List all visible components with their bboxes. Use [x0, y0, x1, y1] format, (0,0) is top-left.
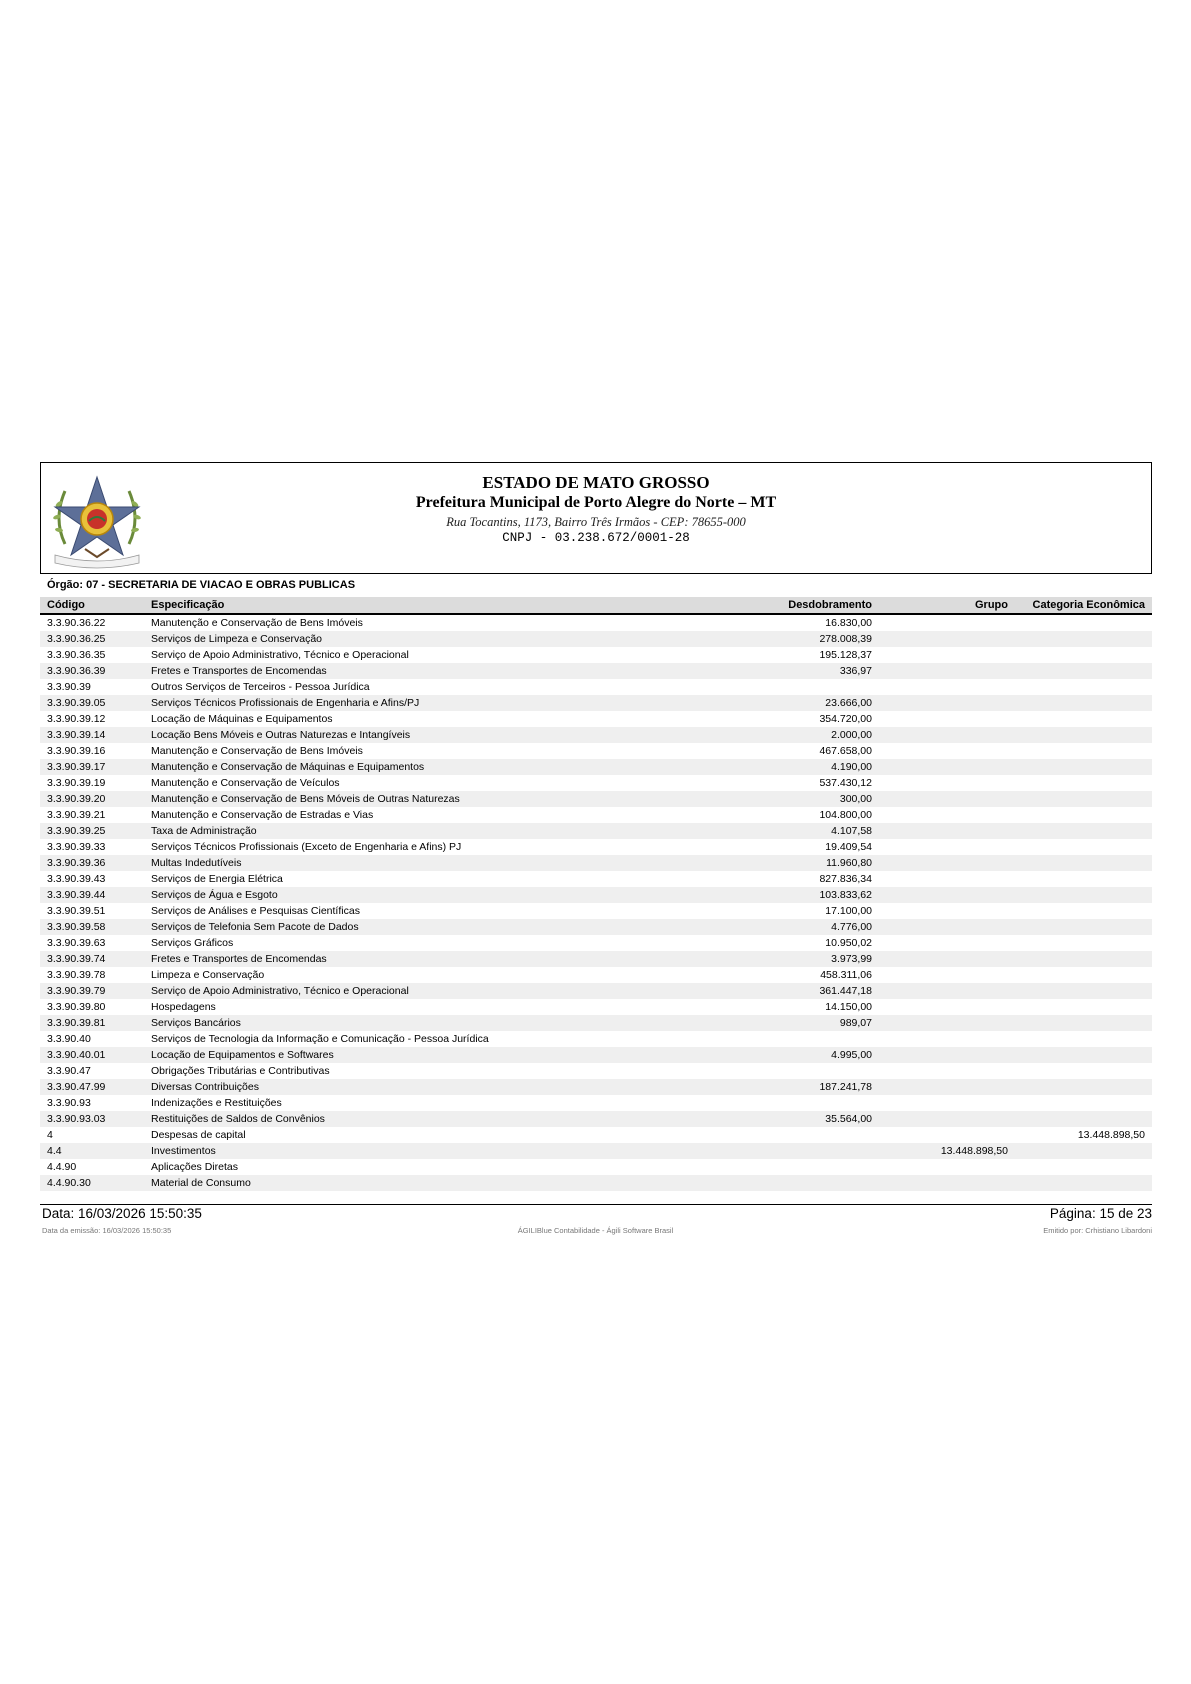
cell-desdobramento: 989,07	[839, 1017, 872, 1029]
cell-grupo: 13.448.898,50	[940, 1145, 1008, 1157]
state-name: ESTADO DE MATO GROSSO	[482, 473, 710, 492]
table-row	[40, 775, 1152, 791]
cell-desdobramento: 187.241,78	[819, 1081, 872, 1093]
table-row	[40, 647, 1152, 663]
cell-desdobramento: 16.830,00	[825, 617, 872, 629]
table-row	[40, 679, 1152, 695]
table-row	[40, 903, 1152, 919]
table-row	[40, 999, 1152, 1015]
cell-especificacao: Hospedagens	[151, 1001, 216, 1013]
cell-especificacao: Manutenção e Conservação de Bens Móveis de Outras Naturezas	[151, 793, 460, 805]
cell-codigo: 3.3.90.39.25	[47, 825, 106, 837]
cell-especificacao: Serviços de Limpeza e Conservação	[151, 633, 323, 645]
cell-especificacao: Material de Consumo	[151, 1177, 251, 1189]
cell-especificacao: Indenizações e Restituições	[151, 1097, 282, 1109]
footer-page-number: Página: 15 de 23	[1049, 1206, 1152, 1221]
cell-especificacao: Serviços de Telefonia Sem Pacote de Dados	[151, 921, 359, 933]
cell-desdobramento: 4.776,00	[831, 921, 872, 933]
orgao-title: Órgão: 07 - SECRETARIA DE VIACAO E OBRAS PUBLICAS	[47, 579, 356, 591]
cell-desdobramento: 195.128,37	[819, 649, 872, 661]
cell-codigo: 3.3.90.39.44	[47, 889, 106, 901]
cell-especificacao: Manutenção e Conservação de Bens Imóveis	[151, 745, 363, 757]
table-row	[40, 807, 1152, 823]
cell-desdobramento: 35.564,00	[825, 1113, 872, 1125]
cell-especificacao: Locação de Equipamentos e Softwares	[151, 1049, 334, 1061]
report-header	[40, 462, 1152, 574]
footer-software: ÁGILIBlue Contabilidade - Ágili Software Brasil	[517, 1226, 674, 1235]
cell-codigo: 3.3.90.47	[47, 1065, 91, 1077]
table-row	[40, 983, 1152, 999]
cell-especificacao: Fretes e Transportes de Encomendas	[151, 665, 327, 677]
cell-codigo: 3.3.90.39.17	[47, 761, 106, 773]
table-row	[40, 919, 1152, 935]
cell-desdobramento: 3.973,99	[831, 953, 872, 965]
cell-desdobramento: 103.833,62	[819, 889, 872, 901]
cell-desdobramento: 336,97	[839, 665, 872, 677]
cell-especificacao: Manutenção e Conservação de Máquinas e Equipamentos	[151, 761, 425, 773]
cell-codigo: 3.3.90.39	[47, 681, 91, 693]
table-row	[40, 1175, 1152, 1191]
cell-desdobramento: 2.000,00	[831, 729, 872, 741]
cell-codigo: 3.3.90.39.12	[47, 713, 106, 725]
table-row	[40, 711, 1152, 727]
cell-codigo: 3.3.90.39.63	[47, 937, 106, 949]
table-row	[40, 1127, 1152, 1143]
cell-codigo: 3.3.90.39.05	[47, 697, 106, 709]
cell-desdobramento: 17.100,00	[825, 905, 872, 917]
cell-especificacao: Serviços de Energia Elétrica	[151, 873, 283, 885]
cell-especificacao: Locação de Máquinas e Equipamentos	[151, 713, 333, 725]
table-row	[40, 663, 1152, 679]
table-row	[40, 1079, 1152, 1095]
cell-codigo: 3.3.90.36.22	[47, 617, 106, 629]
table-body	[40, 615, 1152, 1191]
table-row	[40, 871, 1152, 887]
cell-especificacao: Serviço de Apoio Administrativo, Técnico e Operacional	[151, 985, 409, 997]
table-row	[40, 935, 1152, 951]
cell-codigo: 3.3.90.39.16	[47, 745, 106, 757]
table-row	[40, 1111, 1152, 1127]
cell-codigo: 3.3.90.39.58	[47, 921, 106, 933]
cell-especificacao: Locação Bens Móveis e Outras Naturezas e Intangíveis	[151, 729, 411, 741]
cell-desdobramento: 104.800,00	[819, 809, 872, 821]
cell-codigo: 3.3.90.39.80	[47, 1001, 106, 1013]
cell-desdobramento: 11.960,80	[826, 857, 872, 869]
cell-codigo: 3.3.90.39.43	[47, 873, 106, 885]
table-row	[40, 1095, 1152, 1111]
cell-codigo: 3.3.90.40	[47, 1033, 91, 1045]
column-header-especificacao: Especificação	[151, 599, 225, 611]
cell-codigo: 3.3.90.39.79	[47, 985, 106, 997]
cell-desdobramento: 23.666,00	[825, 697, 872, 709]
cell-desdobramento: 278.008,39	[819, 633, 872, 645]
cell-especificacao: Serviços Bancários	[151, 1017, 241, 1029]
table-row	[40, 1047, 1152, 1063]
cell-desdobramento: 19.409,54	[825, 841, 872, 853]
table-row	[40, 727, 1152, 743]
prefeitura-name: Prefeitura Municipal de Porto Alegre do Norte – MT	[415, 494, 777, 511]
cell-especificacao: Serviços de Água e Esgoto	[151, 889, 278, 901]
table-row	[40, 791, 1152, 807]
footer-emitted-by: Emitido por: Crhistiano Libardoni	[1043, 1226, 1152, 1235]
table-row	[40, 887, 1152, 903]
cell-codigo: 3.3.90.36.39	[47, 665, 106, 677]
cell-codigo: 3.3.90.39.14	[47, 729, 106, 741]
cell-especificacao: Manutenção e Conservação de Bens Imóveis	[151, 617, 363, 629]
table-row	[40, 1015, 1152, 1031]
cell-especificacao: Manutenção e Conservação de Veículos	[151, 777, 340, 789]
cell-codigo: 3.3.90.39.21	[47, 809, 106, 821]
cell-especificacao: Serviço de Apoio Administrativo, Técnico e Operacional	[151, 649, 409, 661]
cell-especificacao: Investimentos	[151, 1145, 216, 1157]
cell-codigo: 3.3.90.36.25	[47, 633, 106, 645]
cell-desdobramento: 467.658,00	[819, 745, 872, 757]
cell-especificacao: Manutenção e Conservação de Estradas e Vias	[151, 809, 374, 821]
footer-divider	[40, 1204, 1152, 1205]
table-row	[40, 839, 1152, 855]
cell-desdobramento: 537.430,12	[819, 777, 872, 789]
cell-especificacao: Outros Serviços de Terceiros - Pessoa Jurídica	[151, 681, 370, 693]
cell-desdobramento: 354.720,00	[819, 713, 872, 725]
table-row	[40, 1143, 1152, 1159]
column-header-categoria: Categoria Econômica	[1032, 599, 1145, 611]
cell-especificacao: Taxa de Administração	[151, 825, 257, 837]
table-row	[40, 759, 1152, 775]
cell-desdobramento: 300,00	[839, 793, 872, 805]
cell-especificacao: Serviços de Análises e Pesquisas Científicas	[151, 905, 360, 917]
footer-date: Data: 16/03/2026 15:50:35	[42, 1206, 202, 1221]
cell-codigo: 3.3.90.47.99	[47, 1081, 106, 1093]
footer-emission-date: Data da emissão: 16/03/2026 15:50:35	[42, 1226, 172, 1235]
table-row	[40, 1063, 1152, 1079]
cell-desdobramento: 4.107,58	[831, 825, 872, 837]
table-row	[40, 967, 1152, 983]
cell-codigo: 4.4	[47, 1145, 62, 1157]
table-row	[40, 1159, 1152, 1175]
cell-desdobramento: 10.950,02	[825, 937, 872, 949]
cell-codigo: 4.4.90.30	[47, 1177, 91, 1189]
column-header-grupo: Grupo	[975, 599, 1008, 611]
cell-especificacao: Serviços Técnicos Profissionais (Exceto de Engenharia e Afins) PJ	[151, 841, 462, 853]
cell-codigo: 3.3.90.93	[47, 1097, 91, 1109]
cell-codigo: 3.3.90.39.51	[47, 905, 106, 917]
table-row	[40, 743, 1152, 759]
table-row	[40, 951, 1152, 967]
cell-codigo: 3.3.90.39.81	[47, 1017, 106, 1029]
cell-especificacao: Diversas Contribuições	[151, 1081, 259, 1093]
cell-codigo: 3.3.90.39.19	[47, 777, 106, 789]
cell-codigo: 3.3.90.39.74	[47, 953, 106, 965]
column-header-desdobramento: Desdobramento	[788, 599, 872, 611]
cell-especificacao: Serviços Gráficos	[151, 937, 234, 949]
column-header-codigo: Código	[47, 599, 85, 611]
cell-codigo: 3.3.90.36.35	[47, 649, 106, 661]
cell-especificacao: Fretes e Transportes de Encomendas	[151, 953, 327, 965]
cell-codigo: 3.3.90.40.01	[47, 1049, 106, 1061]
table-row	[40, 695, 1152, 711]
table-row	[40, 631, 1152, 647]
table-row	[40, 855, 1152, 871]
cell-especificacao: Serviços de Tecnologia da Informação e Comunicação - Pessoa Jurídica	[151, 1033, 489, 1045]
cell-especificacao: Obrigações Tributárias e Contributivas	[151, 1065, 330, 1077]
cell-especificacao: Multas Indedutíveis	[151, 857, 242, 869]
cell-especificacao: Aplicações Diretas	[151, 1161, 238, 1173]
table-row	[40, 823, 1152, 839]
cell-codigo: 3.3.90.39.78	[47, 969, 106, 981]
cell-categoria: 13.448.898,50	[1077, 1129, 1145, 1141]
table-row	[40, 1031, 1152, 1047]
cell-codigo: 4	[47, 1129, 53, 1141]
cell-desdobramento: 458.311,06	[820, 969, 872, 981]
cell-desdobramento: 827.836,34	[819, 873, 872, 885]
cell-desdobramento: 4.995,00	[831, 1049, 872, 1061]
prefeitura-cnpj: CNPJ - 03.238.672/0001-28	[502, 531, 690, 545]
cell-especificacao: Limpeza e Conservação	[151, 969, 265, 981]
cell-codigo: 3.3.90.39.20	[47, 793, 106, 805]
cell-codigo: 3.3.90.39.33	[47, 841, 106, 853]
cell-especificacao: Restituições de Saldos de Convênios	[151, 1113, 325, 1125]
cell-desdobramento: 4.190,00	[831, 761, 872, 773]
cell-especificacao: Serviços Técnicos Profissionais de Engenharia e Afins/PJ	[151, 697, 420, 709]
cell-codigo: 4.4.90	[47, 1161, 77, 1173]
table-header	[40, 597, 1152, 615]
cell-desdobramento: 361.447,18	[819, 985, 872, 997]
cell-desdobramento: 14.150,00	[825, 1001, 872, 1013]
prefeitura-address: Rua Tocantins, 1173, Bairro Três Irmãos - CEP: 78655-000	[446, 515, 746, 529]
cell-codigo: 3.3.90.93.03	[47, 1113, 106, 1125]
table-row	[40, 615, 1152, 631]
cell-especificacao: Despesas de capital	[151, 1129, 246, 1141]
cell-codigo: 3.3.90.39.36	[47, 857, 106, 869]
